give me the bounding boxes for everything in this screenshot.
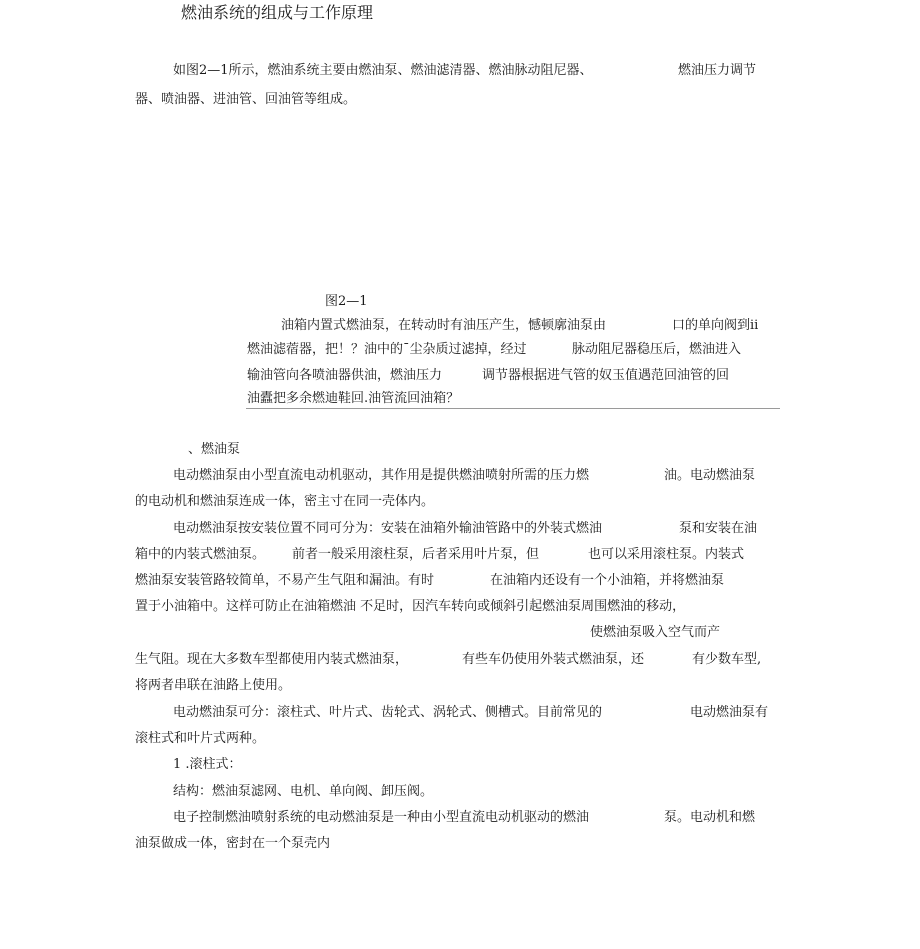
figure-desc-line-1b: 口的单向阀到ii [672,318,759,333]
subheading-roller: 1 .滚柱式： [173,757,242,772]
figure-desc-line-3b: 调节器根据进气管的奴玉值遇范回油管的回 [482,368,730,383]
p2-line-2a: 箱中的内装式燃油泵。 [135,547,266,562]
structure-line: 结构：燃油泵滤网、电机、单向阀、卸压阀。 [173,784,434,799]
figure-desc-line-2b: 脉动阻尼器稳压后，燃油进入 [572,342,742,357]
p2-line-6b: 有些车仍使用外装式燃油泵，还 [462,652,645,667]
p2-line-4: 置于小油箱中。这样可防止在油箱燃油 不足时，因汽车转向或倾斜引起燃油泵周围燃油的移动， [135,599,686,614]
figure-divider [246,408,780,409]
p2-line-5: 使燃油泵吸入空气而产 [590,625,721,640]
section-heading: 、燃油泵 [188,442,241,457]
p2-line-6c: 有少数车型, [692,652,762,667]
p2-line-7: 将两者串联在油路上使用。 [135,678,292,693]
intro-line-1a: 如图2—1所示，燃油系统主要由燃油泵、燃油滤清器、燃油脉动阻尼器、 [173,63,593,78]
p2-line-2c: 也可以采用滚柱泵。内装式 [588,547,745,562]
p3-line-2: 滚柱式和叶片式两种。 [135,731,266,746]
p2-line-6a: 生气阻。现在大多数车型都使用内装式燃油泵， [135,652,409,667]
page-title: 燃油系统的组成与工作原理 [181,3,374,22]
figure-caption: 图2—1 [325,294,368,309]
p1-line-1a: 电动燃油泵由小型直流电动机驱动，其作用是提供燃油喷射所需的压力燃 [173,468,590,483]
figure-desc-line-2a: 燃油滤蓿器，把！？油中的ˉ尘杂质过滤掉，经过 [247,342,527,357]
p2-line-1a: 电动燃油泵按安装位置不同可分为：安装在油箱外输油管路中的外装式燃油 [173,521,603,536]
p1-line-1b: 油。电动燃油泵 [664,468,756,483]
p3-line-1a: 电动燃油泵可分：滚柱式、叶片式、齿轮式、涡轮式、侧槽式。目前常见的 [173,705,603,720]
intro-line-2: 器、喷油器、进油管、回油管等组成。 [135,92,357,107]
figure-desc-line-4: 油蠹把多余燃迪鞋回.油管流回油箱？ [247,391,460,406]
p4-line-1b: 泵。电动机和燃 [664,810,756,825]
p1-line-2: 的电动机和燃油泵连成一体，密主寸在同一壳体内。 [135,494,435,509]
p2-line-2b: 前者一般采用滚柱泵，后者采用叶片泵，但 [292,547,540,562]
p3-line-1b: 电动燃油泵有 [690,705,769,720]
p4-line-2: 油泵做成一体，密封在一个泵壳内 [135,836,331,851]
p2-line-1b: 泵和安装在油 [679,521,758,536]
p2-line-3a: 燃油泵安装管路较简单，不易产生气阻和漏油。有时 [135,573,435,588]
p2-line-3b: 在油箱内还设有一个小油箱，并将燃油泵 [490,573,725,588]
p4-line-1a: 电子控制燃油喷射系统的电动燃油泵是一种由小型直流电动机驱动的燃油 [173,810,590,825]
intro-line-1b: 燃油压力调节 [678,63,757,78]
figure-desc-line-1a: 油箱内置式燃油泵，在转动时有油压产生，憾顿廓油泵由 [281,318,607,333]
figure-desc-line-3a: 输油管向各喷油器供油，燃油压力 [247,368,443,383]
